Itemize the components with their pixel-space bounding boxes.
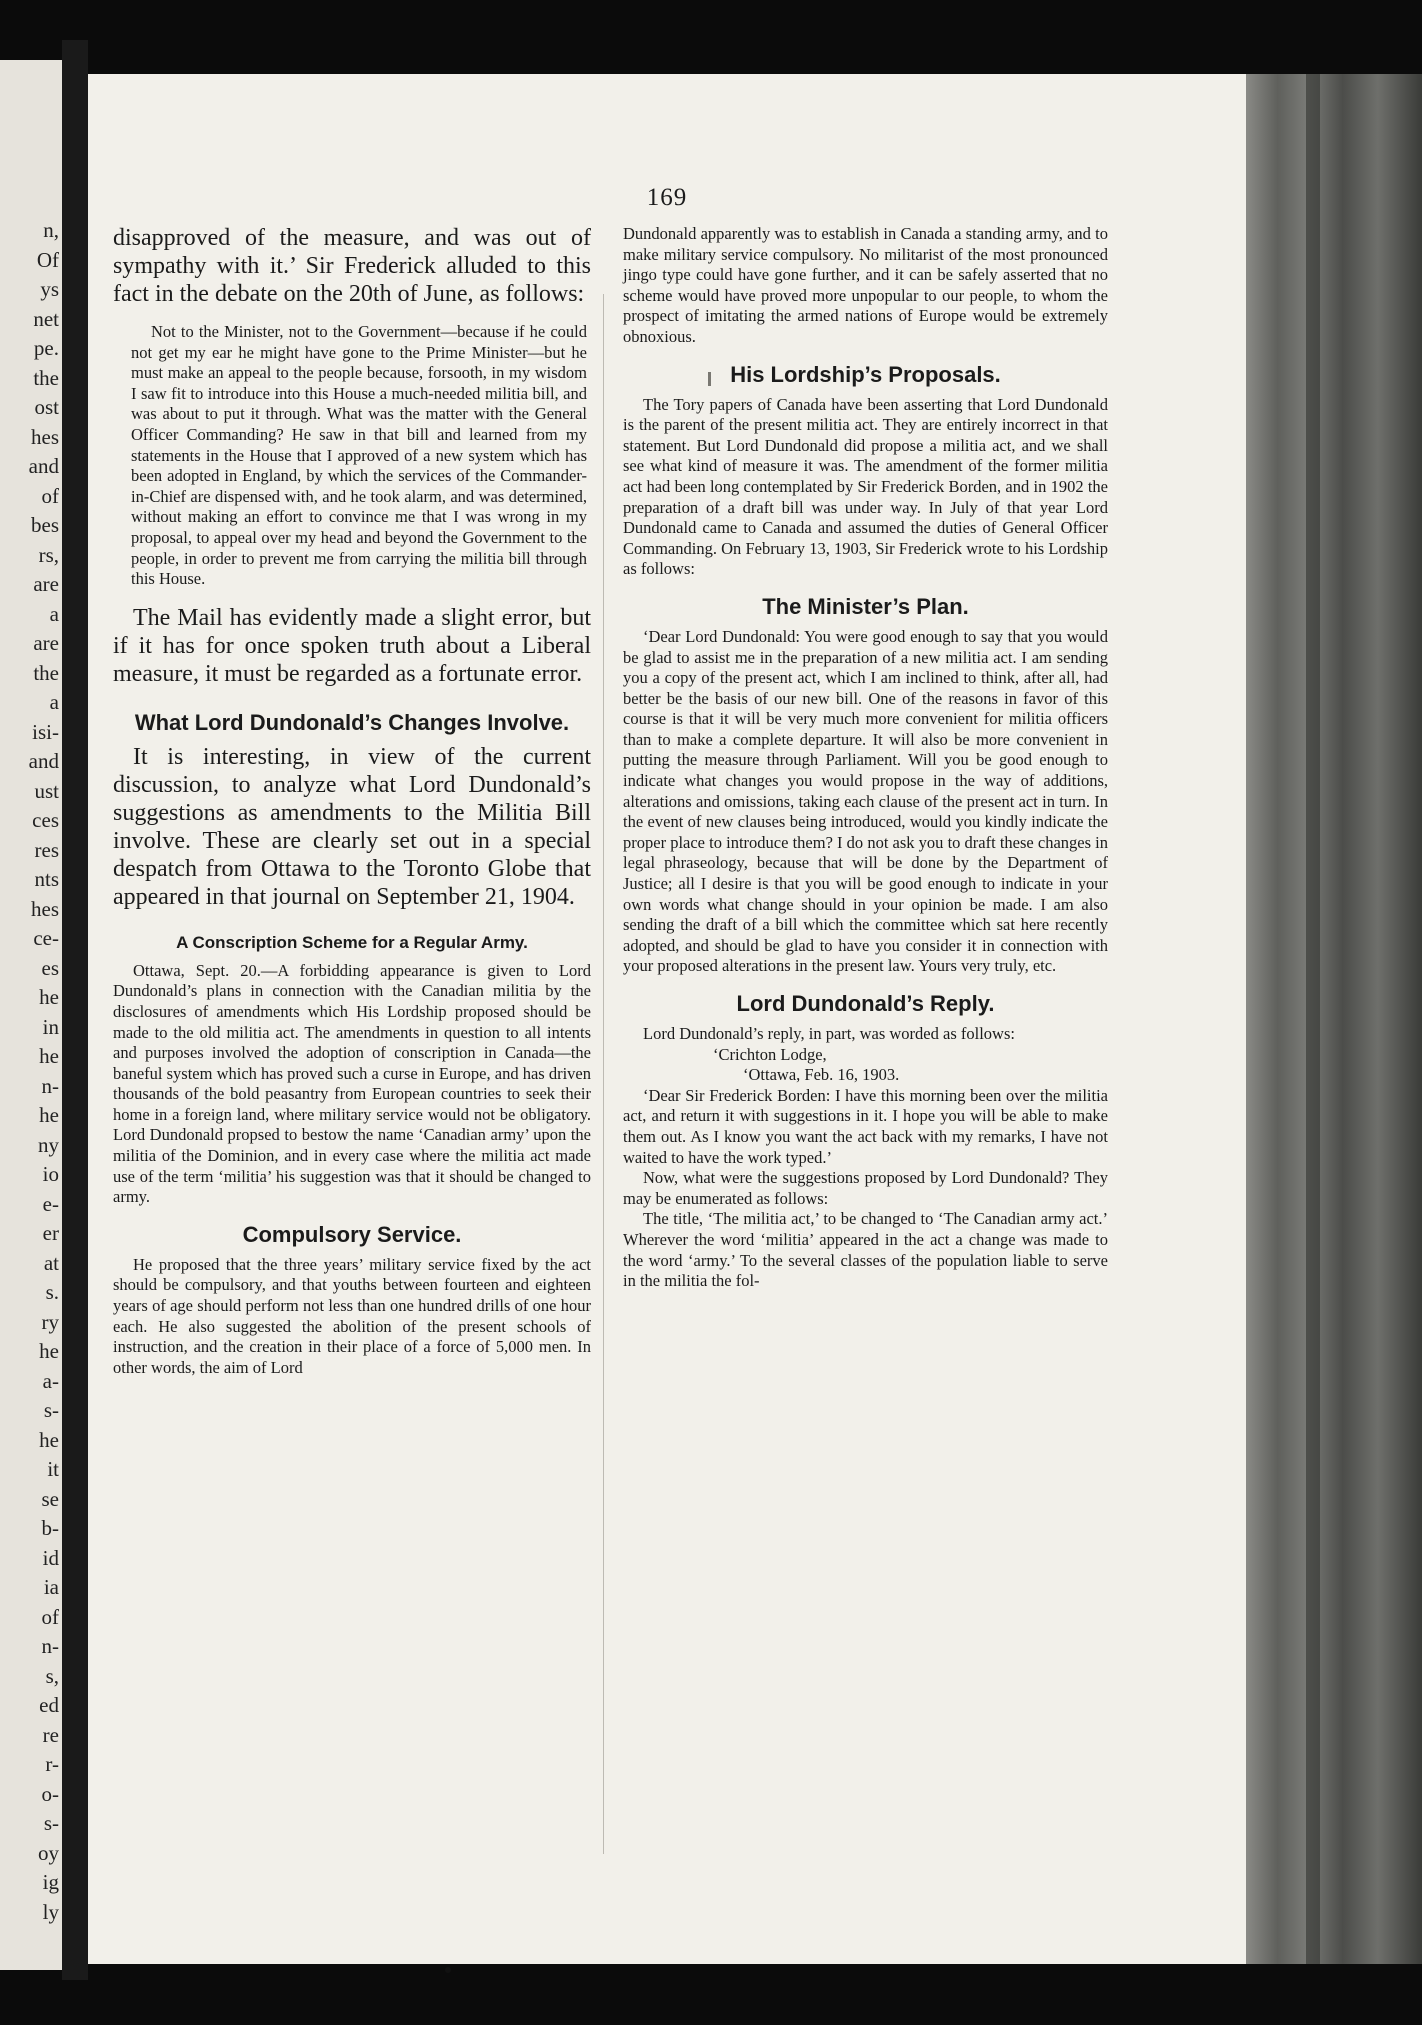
- adjacent-page-fragment: ia: [43, 1575, 59, 1599]
- heading-plan: The Minister’s Plan.: [762, 593, 969, 619]
- mail-paragraph: The Mail has evidently made a slight error, but if it has for once spoken truth about a Liberal measure, it must be regarded as a fortunate error.: [113, 604, 591, 687]
- compulsory-paragraph: He proposed that the three years’ military service fixed by the act should be compulsory, and that youths between fourteen and eighteen years of age should perform not less than one hundred drills of one hour each. He also suggested the abolition of the present schools of instruction, and the creation in their place of a force of 5,000 men. In other words, the aim of Lord: [113, 1254, 591, 1377]
- heading-proposals: His Lordship’s Proposals.: [730, 361, 1001, 387]
- left-column: [113, 224, 591, 1378]
- adjacent-page-fragment: rs,: [38, 542, 59, 567]
- adjacent-page-edge: [0, 60, 62, 1970]
- adjacent-page-fragment: s-: [43, 1398, 59, 1422]
- adjacent-page-fragment: s.: [45, 1280, 59, 1304]
- adjacent-page-fragment: he: [39, 985, 59, 1009]
- adjacent-page-fragment: a-: [42, 1368, 59, 1393]
- adjacent-page-fragment: ces: [32, 808, 59, 832]
- adjacent-page-fragment: res: [34, 837, 59, 862]
- adjacent-page-fragment: Of: [36, 247, 59, 272]
- page-number: 169: [646, 184, 688, 211]
- heading-compulsory: Compulsory Service.: [242, 1221, 462, 1247]
- adjacent-page-fragment: ed: [39, 1693, 59, 1717]
- adjacent-page-fragment: ost: [34, 395, 59, 419]
- adjacent-page-fragment: of: [41, 483, 59, 508]
- adjacent-page-fragment: oy: [38, 1840, 59, 1865]
- adjacent-page-fragment: o-: [41, 1781, 59, 1806]
- adjacent-page-fragment: of: [41, 1604, 59, 1629]
- adjacent-page-fragment: a: [49, 601, 59, 626]
- adjacent-page-fragment: he: [39, 1339, 59, 1363]
- adjacent-page-fragment: r-: [45, 1752, 59, 1776]
- adjacent-page-fragment: are: [33, 631, 59, 655]
- adjacent-page-fragment: e-: [42, 1191, 59, 1216]
- adjacent-page-fragment: re: [42, 1722, 59, 1747]
- column-divider: [603, 294, 604, 1854]
- adjacent-page-fragment: hes: [31, 424, 59, 449]
- adjacent-page-fragment: net: [33, 306, 59, 331]
- adjacent-page-fragment: n-: [41, 1073, 59, 1098]
- adjacent-page-fragment: are: [33, 572, 59, 596]
- adjacent-page-fragment: ry: [41, 1309, 59, 1334]
- adjacent-page-fragment: the: [33, 660, 59, 685]
- adjacent-page-fragment: ys: [40, 277, 59, 301]
- book-gutter: [62, 40, 88, 1980]
- plan-letter: ‘Dear Lord Dundonald: You were good enough to say that you would be glad to assist me in the preparation of a new militia act. I am sending you a copy of the present act, which I am inclined to think, after all, had better be the basis of our new bill. One of the reasons in favor of this course is that it will be very much more convenient for militia officers than to make a complete departure. It will also be more convenient in putting the measure through Parliament. Will you be good enough to indicate what changes you would propose in the way of additions, alterations and omissions, taking each clause of the present act in turn. In the event of new clauses being introduced, would you kindly indicate the proper place to introduce them? I do not ask you to draft these changes in legal phraseology, because that will be done by the Department of Justice; all I desire is that you will be good enough to indicate in your own words what change should in your opinion be made. I am also sending the draft of a bill which the committee which sat here recently adopted, and should be glad to have you consider it in connection with your proposed alterations in the present law. Yours very truly, etc.: [623, 626, 1108, 976]
- adjacent-page-fragment: es: [41, 955, 59, 980]
- heading-changes: What Lord Dundonald’s Changes Involve.: [134, 709, 570, 735]
- book-page: [88, 74, 1246, 1964]
- right-column: [623, 224, 1108, 1292]
- adjacent-page-fragment: io: [42, 1162, 59, 1186]
- borden-quote: Not to the Minister, not to the Government—because if he could not get my ear he might have gone to the Prime Minister—but he must make an appeal to the people because, forsooth, in my wisdom I saw fit to introduce into this House a much-needed militia bill, and was about to put it through. What was the matter with the General Officer Commanding? He saw in that bill and learned from my statements in the House that I approved of a new system which has been adopted in England, by which the services of the Commander-in-Chief are dispensed with, and he took alarm, and was determined, without making an effort to convince me that I was wrong in my proposal, to appeal over my head and beyond the Government to the people, in order to prevent me from carrying the militia bill through this House.: [131, 322, 587, 589]
- reply-address-2: ‘Ottawa, Feb. 16, 1903.: [743, 1065, 900, 1085]
- book-binding-edge: [1246, 74, 1422, 1964]
- adjacent-page-fragment: and: [28, 749, 59, 773]
- adjacent-page-fragment: it: [47, 1457, 59, 1481]
- adjacent-page-fragment: id: [42, 1545, 59, 1570]
- adjacent-page-fragment: in: [42, 1014, 59, 1039]
- adjacent-page-fragment: ce-: [33, 926, 59, 950]
- reply-intro: Lord Dundonald’s reply, in part, was worded as follows:: [643, 1024, 1015, 1043]
- reply-address-1: ‘Crichton Lodge,: [713, 1044, 827, 1064]
- print-dot: [445, 1967, 451, 1973]
- adjacent-page-fragment: he: [39, 1044, 59, 1068]
- reply-letter: ‘Dear Sir Frederick Borden: I have this morning been over the militia act, and return it with suggestions in it. I hope you will be able to make them out. As I know you want the act back with my remarks, I have not waited to have the work typed.’: [623, 1085, 1108, 1167]
- adjacent-page-fragment: pe.: [33, 336, 59, 360]
- continuation-paragraph: Dundonald apparently was to establish in Canada a standing army, and to make military service compulsory. No militarist of the most pronounced jingo type could have gone further, and it can be safely asserted that no scheme would have proved more unpopular to our people, to whom the prospect of imitating the armed nations of Europe would be extremely obnoxious.: [623, 224, 1108, 346]
- adjacent-page-fragment: b-: [41, 1516, 59, 1540]
- now-what-paragraph: Now, what were the suggestions proposed by Lord Dundonald? They may be enumerated as follows:: [623, 1168, 1108, 1208]
- heading-conscription: A Conscription Scheme for a Regular Army.: [176, 932, 528, 952]
- conscription-paragraph: Ottawa, Sept. 20.—A forbidding appearance is given to Lord Dundonald’s plans in connection with the Canadian militia by the disclosures of amendments which His Lordship proposed should be made to the old militia act. The amendments in question to all intents and purposes involved the adoption of conscription in Canada—the baneful system which has proved such a curse in Europe, and has driven thousands of the bold peasantry from European countries to seek their home in a foreign land, where military service would not be obligatory. Lord Dundonald propsed to bestow the name ‘Canadian army’ upon the militia of the Dominion, and in every case where the militia act made use of the term ‘militia’ his suggestion was that it should be changed to army.: [113, 960, 591, 1207]
- intro-paragraph: disapproved of the measure, and was out of sympathy with it.’ Sir Frederick alluded to this fact in the debate on the 20th of June, as follows:: [113, 225, 591, 307]
- adjacent-page-fragment: ig: [42, 1870, 59, 1894]
- adjacent-page-fragment: hes: [31, 896, 59, 921]
- adjacent-page-fragment: isi-: [32, 719, 59, 744]
- adjacent-page-fragment: se: [41, 1486, 59, 1511]
- adjacent-page-fragment: s,: [45, 1663, 59, 1688]
- changes-paragraph: It is interesting, in view of the current discussion, to analyze what Lord Dundonald’s suggestions as amendments to the Militia Bill involve. These are clearly set out in a special despatch from Ottawa to the Toronto Globe that appeared in that journal on September 21, 1904.: [113, 743, 591, 910]
- adjacent-page-fragment: s-: [43, 1811, 59, 1835]
- adjacent-page-fragment: n,: [43, 218, 59, 242]
- proposals-paragraph: The Tory papers of Canada have been asserting that Lord Dundonald is the parent of the present militia act. They are entirely incorrect in that statement. But Lord Dundonald did propose a militia act, and we shall see what kind of measure it was. The amendment of the former militia act had been long contemplated by Sir Frederick Borden, and in 1902 the preparation of a draft bill was under way. In July of that year Lord Dundonald came to Canada and assumed the duties of General Officer Commanding. On February 13, 1903, Sir Frederick wrote to his Lordship as follows:: [623, 394, 1108, 579]
- heading-reply: Lord Dundonald’s Reply.: [736, 991, 995, 1016]
- adjacent-page-fragment: ny: [38, 1132, 59, 1157]
- adjacent-page-fragment: er: [42, 1221, 59, 1245]
- adjacent-page-fragment: he: [39, 1427, 59, 1452]
- adjacent-page-fragment: bes: [31, 513, 59, 537]
- adjacent-page-fragment: nts: [34, 867, 59, 891]
- adjacent-page-fragment: a: [49, 690, 59, 714]
- adjacent-page-fragment: ly: [42, 1899, 59, 1924]
- title-change-paragraph: The title, ‘The militia act,’ to be changed to ‘The Canadian army act.’ Wherever the word ‘militia’ appeared in the act a change was made to the word ‘army.’ To the several classes of the population liable to serve in the militia the fol-: [623, 1209, 1108, 1291]
- adjacent-page-fragment: ust: [34, 778, 59, 803]
- adjacent-page-fragment: the: [33, 365, 59, 390]
- adjacent-page-fragment: at: [43, 1250, 59, 1275]
- adjacent-page-fragment: n-: [41, 1634, 59, 1658]
- adjacent-page-fragment: and: [28, 454, 59, 478]
- adjacent-page-fragment: he: [39, 1103, 59, 1127]
